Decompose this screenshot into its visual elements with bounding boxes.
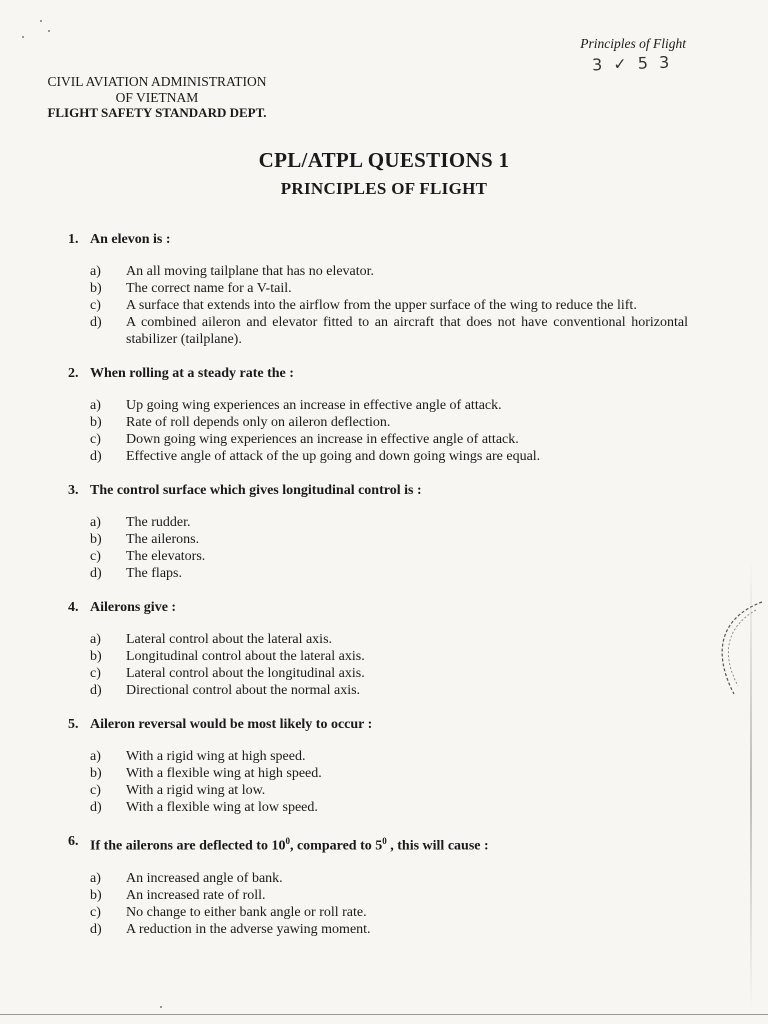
option-text: A combined aileron and elevator fitted to an aircraft that does not have conventional horizontal stabilizer (tailplane). xyxy=(126,315,688,347)
question-number: 1. xyxy=(68,232,79,247)
option-b xyxy=(68,648,688,665)
option-c xyxy=(68,297,688,314)
question-5 xyxy=(68,716,688,816)
option-text: With a flexible wing at low speed. xyxy=(126,800,318,815)
option-text: Lateral control about the longitudinal axis. xyxy=(126,666,365,681)
option-list xyxy=(68,263,688,348)
scan-bottom-edge xyxy=(0,1014,768,1015)
question-6 xyxy=(68,833,688,938)
option-c xyxy=(68,665,688,682)
option-text: Up going wing experiences an increase in effective angle of attack. xyxy=(126,398,502,413)
question-4 xyxy=(68,599,688,699)
option-a xyxy=(68,748,688,765)
option-letter: a) xyxy=(90,515,101,530)
option-letter: a) xyxy=(90,749,101,764)
option-text: Longitudinal control about the lateral axis. xyxy=(126,649,365,664)
question-text: The control surface which gives longitudinal control is : xyxy=(90,483,422,498)
option-letter: d) xyxy=(90,566,102,581)
option-b xyxy=(68,887,688,904)
handwritten-note: 3 ✓ 5 3 xyxy=(591,52,673,75)
option-text: Rate of roll depends only on aileron deflection. xyxy=(126,415,391,430)
option-text: An all moving tailplane that has no elevator. xyxy=(126,264,375,279)
option-b xyxy=(68,280,688,297)
question-1 xyxy=(68,231,688,348)
option-text: Effective angle of attack of the up going and down going wings are equal. xyxy=(126,449,541,464)
question-number: 5. xyxy=(68,717,79,732)
option-letter: c) xyxy=(90,432,101,447)
option-list xyxy=(68,397,688,465)
title-subtitle: PRINCIPLES OF FLIGHT xyxy=(280,179,488,198)
scan-speck xyxy=(40,20,42,22)
question-stem xyxy=(68,599,688,616)
scan-speck xyxy=(22,36,24,38)
option-c xyxy=(68,904,688,921)
question-text-part: If the ailerons are deflected to 10 xyxy=(90,838,286,854)
question-number: 6. xyxy=(68,834,79,849)
option-text: The rudder. xyxy=(126,515,191,530)
option-text: With a rigid wing at high speed. xyxy=(126,749,306,764)
option-text: A surface that extends into the airflow from the upper surface of the wing to reduce the lift. xyxy=(126,298,637,313)
option-letter: a) xyxy=(90,870,101,886)
option-letter: d) xyxy=(90,800,102,815)
option-c xyxy=(68,431,688,448)
option-d xyxy=(68,799,688,816)
option-text: The ailerons. xyxy=(126,532,200,547)
option-letter: a) xyxy=(90,632,101,647)
option-letter: c) xyxy=(90,783,101,798)
option-letter: b) xyxy=(90,887,102,903)
option-d xyxy=(68,682,688,699)
option-b xyxy=(68,414,688,431)
option-text: With a flexible wing at high speed. xyxy=(126,766,322,781)
scan-speck xyxy=(48,30,50,32)
option-letter: c) xyxy=(90,298,101,313)
option-list xyxy=(68,631,688,699)
option-letter: b) xyxy=(90,766,102,781)
option-c xyxy=(68,782,688,799)
option-text: A reduction in the adverse yawing moment. xyxy=(126,921,371,937)
option-text: Lateral control about the lateral axis. xyxy=(126,632,333,647)
question-stem xyxy=(68,482,688,499)
option-c xyxy=(68,548,688,565)
superscript-degree: 0 xyxy=(382,836,387,846)
option-letter: a) xyxy=(90,264,101,279)
option-list xyxy=(68,748,688,816)
option-letter: b) xyxy=(90,649,102,664)
scan-speck xyxy=(160,1006,162,1008)
option-letter: b) xyxy=(90,415,102,430)
question-text: An elevon is : xyxy=(90,232,171,247)
option-text: Directional control about the normal axis. xyxy=(126,683,361,698)
option-text: With a rigid wing at low. xyxy=(126,783,266,798)
question-text: When rolling at a steady rate the : xyxy=(90,366,294,381)
option-a xyxy=(68,514,688,531)
org-line-1: CIVIL AVIATION ADMINISTRATION xyxy=(47,74,267,89)
title-main: CPL/ATPL QUESTIONS 1 xyxy=(258,148,510,172)
running-header: Principles of Flight xyxy=(580,36,686,51)
option-d xyxy=(68,565,688,582)
question-stem xyxy=(68,231,688,248)
option-list xyxy=(68,514,688,582)
question-list xyxy=(68,231,688,955)
option-a xyxy=(68,870,688,887)
question-number: 2. xyxy=(68,366,79,381)
option-text: The correct name for a V-tail. xyxy=(126,281,292,296)
option-text: The flaps. xyxy=(126,566,182,581)
option-text: An increased angle of bank. xyxy=(126,870,283,886)
option-list xyxy=(68,870,688,938)
question-text-part: , this will cause : xyxy=(386,838,489,854)
option-letter: c) xyxy=(90,666,101,681)
org-department: FLIGHT SAFETY STANDARD DEPT. xyxy=(47,105,267,120)
question-number: 4. xyxy=(68,600,79,615)
option-a xyxy=(68,263,688,280)
option-d xyxy=(68,314,688,348)
option-d xyxy=(68,921,688,938)
superscript-degree: 0 xyxy=(285,836,290,846)
question-stem xyxy=(68,833,688,855)
scan-edge-line xyxy=(750,560,752,1010)
question-stem xyxy=(68,365,688,382)
option-letter: c) xyxy=(90,549,101,564)
option-text: No change to either bank angle or roll rate. xyxy=(126,904,367,920)
question-text: Ailerons give : xyxy=(90,600,177,615)
option-b xyxy=(68,531,688,548)
option-letter: c) xyxy=(90,904,101,920)
option-a xyxy=(68,397,688,414)
option-letter: d) xyxy=(90,315,102,330)
question-stem xyxy=(68,716,688,733)
document-title xyxy=(0,148,768,199)
official-stamp-icon xyxy=(704,598,764,702)
option-letter: d) xyxy=(90,683,102,698)
option-letter: b) xyxy=(90,532,102,547)
question-number: 3. xyxy=(68,483,79,498)
option-a xyxy=(68,631,688,648)
option-letter: d) xyxy=(90,449,102,464)
org-line-2: OF VIETNAM xyxy=(115,89,199,105)
option-letter: d) xyxy=(90,921,102,937)
option-letter: b) xyxy=(90,281,102,296)
option-text: An increased rate of roll. xyxy=(126,887,266,903)
option-b xyxy=(68,765,688,782)
question-text: Aileron reversal would be most likely to occur : xyxy=(90,717,373,732)
option-text: The elevators. xyxy=(126,549,206,564)
organization-block xyxy=(34,74,280,121)
question-3 xyxy=(68,482,688,582)
question-text-part: , compared to 5 xyxy=(289,838,383,854)
question-2 xyxy=(68,365,688,465)
option-d xyxy=(68,448,688,465)
question-text xyxy=(90,833,489,855)
option-text: Down going wing experiences an increase in effective angle of attack. xyxy=(126,432,519,447)
option-letter: a) xyxy=(90,398,101,413)
